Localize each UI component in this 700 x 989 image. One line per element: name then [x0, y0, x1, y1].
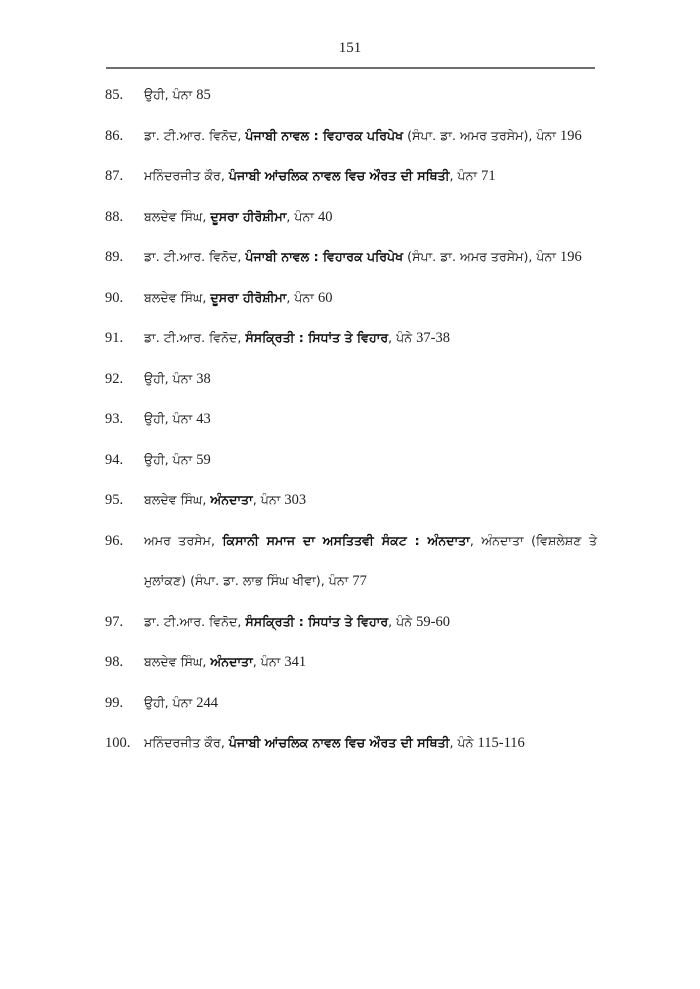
book-title: ਸੰਸਕ੍ਰਿਤੀ : ਸਿਧਾਂਤ ਤੇ ਵਿਹਾਰ	[245, 330, 389, 345]
citation-text: ਡਾ. ਟੀ.ਆਰ. ਵਿਨੋਦ,	[144, 613, 246, 629]
book-title: ਸੰਸਕ੍ਰਿਤੀ : ਸਿਧਾਂਤ ਤੇ ਵਿਹਾਰ	[245, 613, 389, 629]
citation-text: , ਪੰਨਾ	[252, 654, 285, 669]
endnote-text	[144, 480, 597, 521]
endnote	[105, 723, 597, 764]
page-reference: 85	[196, 87, 211, 103]
page-reference: 71	[481, 168, 496, 184]
endnote	[105, 318, 597, 359]
endnote	[105, 399, 597, 440]
endnotes-list	[105, 75, 597, 764]
endnote	[105, 602, 597, 643]
page-reference: 38	[196, 370, 211, 387]
endnote-text	[144, 156, 597, 197]
citation-text: ਉਹੀ, ਪੰਨਾ	[144, 451, 197, 467]
endnote-number: 89.	[105, 249, 124, 265]
book-title: ਪੰਜਾਬੀ ਨਾਵਲ : ਵਿਹਾਰਕ ਪਰਿਪੇਖ	[245, 249, 404, 264]
book-title: ਪੰਜਾਬੀ ਨਾਵਲ : ਵਿਹਾਰਕ ਪਰਿਪੇਖ	[245, 127, 404, 143]
page-reference: 196	[559, 249, 582, 265]
book-title: ਪੰਜਾਬੀ ਆਂਚਲਿਕ ਨਾਵਲ ਵਿਚ ਔਰਤ ਦੀ ਸਥਿਤੀ	[228, 735, 450, 750]
endnote-text	[144, 197, 597, 238]
endnote-number: 93.	[105, 411, 124, 427]
endnote	[105, 683, 597, 724]
citation-text: ਬਲਦੇਵ ਸਿੰਘ,	[144, 654, 211, 669]
citation-text: ਡਾ. ਟੀ.ਆਰ. ਵਿਨੋਦ,	[144, 249, 246, 264]
page-reference: 115-116	[477, 735, 525, 751]
citation-text: ਮਨਿੰਦਰਜੀਤ ਕੌਰ,	[144, 168, 229, 183]
page-reference: 77	[352, 573, 367, 589]
endnote	[105, 521, 597, 602]
endnote-number: 94.	[105, 451, 124, 468]
citation-text: ਬਲਦੇਵ ਸਿੰਘ,	[144, 208, 211, 224]
endnote	[105, 278, 597, 319]
book-title: ਅੰਨਦਾਤਾ	[210, 654, 253, 669]
endnote-text	[144, 75, 597, 116]
endnote-number: 91.	[105, 330, 124, 346]
citation-text: , ਪੰਨੇ	[449, 735, 478, 750]
endnote-number: 88.	[105, 208, 124, 225]
endnote-number: 97.	[105, 613, 124, 630]
book-title: ਪੰਜਾਬੀ ਆਂਚਲਿਕ ਨਾਵਲ ਵਿਚ ਔਰਤ ਦੀ ਸਥਿਤੀ	[228, 168, 450, 183]
citation-text: , ਅੰਨਦਾਤਾ (ਵਿਸ਼ਲੇਸ਼ਣ ਤੇ ਮੁਲਾਂਕਣ) (ਸੰਪਾ. ਡਾ. ਲਾਭ ਸਿੰਘ ਖੀਵਾ), ਪੰਨਾ	[144, 532, 598, 588]
page-reference: 244	[196, 694, 218, 711]
endnote	[105, 642, 597, 683]
endnote-text	[144, 642, 597, 683]
page-reference: 60	[317, 289, 333, 306]
endnote-text	[144, 683, 597, 724]
endnote-number: 85.	[105, 87, 124, 103]
endnote-text	[144, 237, 597, 278]
book-title: ਕਿਸਾਨੀ ਸਮਾਜ ਦਾ ਅਸਤਿਤਵੀ ਸੰਕਟ : ਅੰਨਦਾਤਾ	[222, 532, 470, 548]
citation-text: ਡਾ. ਟੀ.ਆਰ. ਵਿਨੋਦ,	[144, 330, 246, 345]
citation-text: , ਪੰਨੇ	[388, 330, 417, 345]
page-reference: 196	[559, 127, 582, 144]
endnote-number: 98.	[105, 654, 124, 670]
citation-text: (ਸੰਪਾ. ਡਾ. ਅਮਰ ਤਰਸੇਮ), ਪੰਨਾ	[403, 249, 560, 264]
endnote	[105, 237, 597, 278]
endnote	[105, 156, 597, 197]
citation-text: ਅਮਰ ਤਰਸੇਮ,	[144, 532, 223, 548]
citation-text: , ਪੰਨਾ	[286, 289, 318, 305]
endnote-number: 95.	[105, 492, 124, 508]
page-reference: 59-60	[416, 613, 450, 630]
page-number: 151	[338, 40, 362, 56]
citation-text: , ਪੰਨਾ	[449, 168, 482, 183]
citation-text: ਉਹੀ, ਪੰਨਾ	[144, 411, 197, 426]
book-title: ਅੰਨਦਾਤਾ	[210, 492, 253, 507]
endnote	[105, 480, 597, 521]
endnote-text	[144, 440, 597, 481]
page-reference: 37-38	[416, 330, 450, 346]
page-reference: 303	[284, 492, 307, 508]
endnote-text	[144, 278, 597, 319]
citation-text: ਉਹੀ, ਪੰਨਾ	[144, 370, 197, 386]
endnote-text	[144, 602, 597, 643]
endnote-number: 96.	[105, 532, 124, 549]
header-rule	[106, 67, 595, 69]
citation-text: , ਪੰਨੇ	[388, 613, 417, 629]
citation-text: ਬਲਦੇਵ ਸਿੰਘ,	[144, 492, 211, 507]
citation-text: ਡਾ. ਟੀ.ਆਰ. ਵਿਨੋਦ,	[144, 127, 246, 143]
citation-text: ਉਹੀ, ਪੰਨਾ	[144, 87, 197, 102]
endnote-text	[144, 521, 597, 602]
book-title: ਦੂਸਰਾ ਹੀਰੋਸ਼ੀਮਾ	[210, 208, 287, 224]
citation-text: (ਸੰਪਾ. ਡਾ. ਅਮਰ ਤਰਸੇਮ), ਪੰਨਾ	[403, 127, 560, 143]
endnote-number: 92.	[105, 370, 124, 387]
citation-text: , ਪੰਨਾ	[286, 208, 318, 224]
endnote	[105, 359, 597, 400]
endnote	[105, 440, 597, 481]
endnote	[105, 116, 597, 157]
page-reference: 59	[196, 451, 211, 468]
endnote	[105, 197, 597, 238]
endnote-number: 90.	[105, 289, 124, 306]
page-reference: 40	[317, 208, 333, 225]
citation-text: ਬਲਦੇਵ ਸਿੰਘ,	[144, 289, 211, 305]
citation-text: ਮਨਿੰਦਰਜੀਤ ਕੌਰ,	[144, 735, 229, 750]
endnote-text	[144, 723, 597, 764]
endnote-number: 87.	[105, 168, 124, 184]
endnote-text	[144, 318, 597, 359]
citation-text: , ਪੰਨਾ	[252, 492, 285, 507]
page-reference: 43	[196, 411, 211, 427]
endnote-text	[144, 399, 597, 440]
endnote	[105, 75, 597, 116]
endnote-number: 99.	[105, 694, 124, 711]
book-title: ਦੂਸਰਾ ਹੀਰੋਸ਼ੀਮਾ	[210, 289, 287, 305]
page-reference: 341	[284, 654, 307, 670]
endnote-number: 86.	[105, 127, 124, 144]
citation-text: ਉਹੀ, ਪੰਨਾ	[144, 694, 197, 710]
endnote-text	[144, 116, 597, 157]
endnote-number: 100.	[105, 735, 131, 751]
endnote-text	[144, 359, 597, 400]
